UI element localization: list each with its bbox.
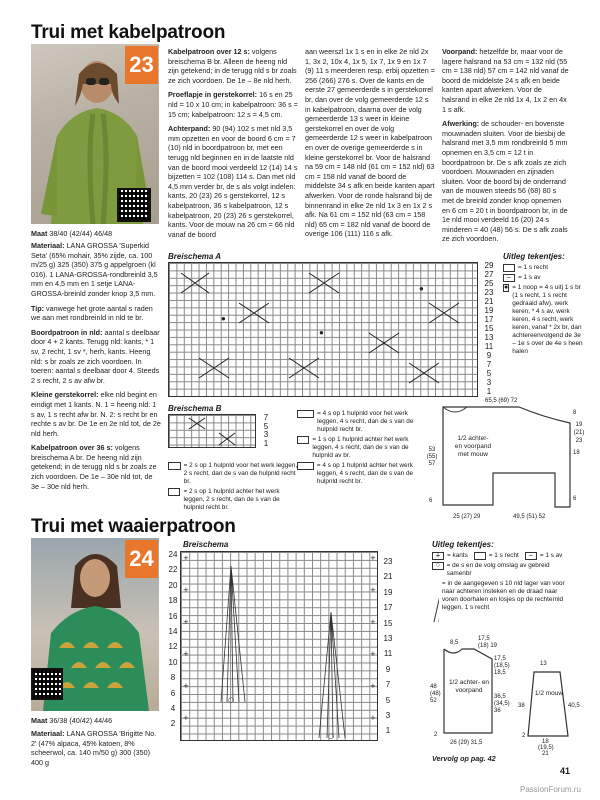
chart-label: Breischema: [183, 540, 229, 549]
row-num: 13: [484, 333, 494, 342]
row-num: 23: [484, 288, 494, 297]
svg-text:+: +: [370, 714, 376, 722]
svg-text:●: ●: [319, 328, 324, 337]
row-num: 17: [484, 315, 494, 324]
section1-column-3: aan weerszl 1x 1 s en in elke 2e nld 2x 1, 3x 2, 10x 4, 1x 5, 1x 7, 1x 9 en 1x 7 (9) 11 s meerderen resp. erbij opzetten = 256 (266) 276 s. Over de kants en de eerste 27 gemeerderde s in gerstekorrel br, dan over de volg gemeerderde 12 s in kabelpatroon, daarna over de volg gemeerderde 13 s weer in kleine gerstekorrel en over de volg gemeerderde 12 s weer in kabelpatroon en over de overige gemeerderde s in kleine gerstekorrel br. Voor de halsrand na 59 cm = 148 nld (61 cm = 152 nld) 63 cm = 158 nld vanaf de boord de middelste 34 s afk en beide kanten apart afwerken. Voor de ronde halsrand bij de binnenrand in elke 2e nld 1x 3 en 1x 2 s afk. Na 61 cm = 152 nld (63 cm = 158 nld) 65 cm = 182 nld vanaf de boord de overige 106 (111) 116 s afk.: [305, 47, 435, 239]
legend-item-cable-a3: = 4 s op 1 hulpnld achter het werk leggen, 4 s recht, dan de s van de hulpnld recht br.: [297, 462, 422, 486]
dim-top2: (18) 19: [478, 643, 498, 649]
row-num: 3: [385, 710, 391, 720]
dim-left: 53 (55) 57: [426, 447, 438, 467]
dim-sleeve-top: 13: [540, 661, 547, 667]
row-num: 18: [168, 596, 178, 606]
row-num: 25: [484, 279, 494, 288]
dim-sleeve-right: 40,5: [568, 703, 580, 709]
dim-sleeve-bottom2: (19,5): [538, 745, 554, 751]
dim-bottom-left: 2: [434, 732, 438, 738]
size-line: Maat 38/40 (42/44) 46/48: [31, 229, 113, 238]
cable-4x4-front-icon: [297, 410, 314, 418]
continued-note: Vervolg op pag. 42: [432, 754, 496, 763]
row-num: 15: [484, 324, 494, 333]
row-num: 11: [484, 342, 494, 351]
row-num: 24: [168, 550, 178, 559]
row-num: 23: [383, 557, 393, 566]
row-num: 17: [383, 603, 393, 613]
row-num: 11: [383, 649, 393, 659]
row-num: 7: [385, 680, 391, 690]
chart-a-label: Breischema A: [168, 252, 222, 261]
dim-right-mid: 36,5: [494, 694, 506, 700]
row-num: 5: [263, 421, 269, 431]
cable-front-icon: [168, 462, 181, 470]
dim-top: 65,5 (69) 72: [485, 398, 518, 404]
svg-text:○: ○: [328, 732, 335, 740]
row-num: 21: [484, 297, 494, 306]
schematic-sleeve-label: 1/2 mouw: [534, 690, 564, 697]
pattern-number-badge: 24: [125, 540, 158, 578]
row-num: 7: [263, 413, 269, 422]
row-num: 9: [385, 664, 391, 674]
row-num: 1: [486, 387, 492, 396]
dot-cell-icon: ●: [504, 284, 509, 291]
legend-section2: [432, 540, 572, 626]
chart-b-row-numbers: [260, 414, 272, 448]
schematic-sleeve-section2: [520, 660, 584, 755]
legend-item-recht: = 1 s recht: [474, 552, 519, 560]
cable-legend-b: [168, 462, 298, 514]
dim-right-mid3: 36: [494, 708, 501, 714]
cable-4x4-back-icon: [297, 462, 314, 470]
row-num: 22: [168, 565, 178, 575]
row-num: 21: [383, 572, 393, 582]
dim-left3: 52: [430, 698, 437, 704]
svg-text:●: ●: [419, 284, 424, 293]
row-num: 19: [383, 587, 393, 597]
row-num: 5: [385, 695, 391, 705]
legend-item-recht: = 1 s recht: [503, 264, 583, 272]
schematic-body-sleeve: [425, 395, 585, 525]
blank-cell-icon: [474, 552, 486, 560]
dim-right-mid: 18: [573, 450, 580, 456]
knitting-chart-fan: [180, 551, 378, 741]
dim-right-low: 6: [573, 496, 577, 502]
row-num: 6: [170, 688, 176, 698]
dim-right-top: 8: [573, 410, 577, 416]
chart-b-label: Breischema B: [168, 404, 222, 413]
qr-code[interactable]: [31, 668, 63, 700]
row-num: 29: [484, 261, 494, 270]
dim-bottom: 26 (29) 31,5: [450, 740, 483, 746]
chart-row-numbers-right: [381, 558, 395, 743]
size-line: Maat 36/38 (40/42) 44/46: [31, 716, 113, 725]
dim-left1: 48: [430, 684, 437, 690]
plus-cell-icon: +: [432, 552, 444, 560]
row-num: 10: [168, 657, 178, 667]
dim-right-mid2: (34,5): [494, 701, 510, 707]
row-num: 2: [170, 719, 176, 729]
row-num: 5: [486, 369, 492, 378]
dim-neck: 8,5: [450, 640, 459, 646]
knitting-chart-b: [168, 414, 256, 448]
dim-right3: 18,5: [494, 670, 506, 676]
dim-left2: (48): [430, 691, 441, 697]
dash-cell-icon: –: [503, 274, 515, 282]
row-num: 8: [170, 673, 176, 683]
legend-item-fan: = in de aangegeven s 10 nld lager van voor naar achteren insteken en de draad naar voren doorhalen en losjes op de rechternld leggen, 1 s recht: [432, 580, 572, 624]
dim-sleeve-bottom3: 21: [542, 751, 549, 757]
dim-sleeve-bottom-left: 2: [522, 733, 526, 739]
watermark: PassionForum.ru: [520, 785, 581, 794]
row-num: 1: [263, 438, 269, 448]
svg-text:+: +: [183, 714, 189, 722]
svg-text:●: ●: [221, 314, 226, 323]
qr-code[interactable]: [117, 188, 151, 222]
svg-text:+: +: [183, 618, 189, 626]
svg-text:+: +: [183, 586, 189, 594]
row-num: 4: [170, 703, 176, 713]
row-num: 7: [486, 360, 492, 369]
row-num: 16: [168, 611, 178, 621]
dim-right: 19 (21) 23: [573, 422, 585, 444]
dim-right1: 17,5: [494, 656, 506, 662]
svg-text:+: +: [370, 554, 376, 562]
fan-stitch-lines: [181, 552, 379, 742]
row-num: 12: [168, 642, 178, 652]
chart-a-row-numbers: [482, 262, 496, 397]
cable-1x4-back-icon: [297, 436, 309, 444]
cable-back-icon: [168, 488, 180, 496]
legend-title: Uitleg tekentjes:: [432, 540, 494, 549]
chart-b-cables: [169, 415, 257, 449]
section2-title: Trui met waaierpatroon: [31, 516, 236, 537]
svg-text:+: +: [370, 650, 376, 658]
row-num: 19: [484, 306, 494, 315]
svg-text:○: ○: [228, 696, 235, 704]
schematic-body-label: 1/2 achter- en voorpand: [448, 679, 490, 694]
schematic-section1: [425, 395, 585, 525]
svg-text:+: +: [183, 650, 189, 658]
materials-section2: Materiaal: LANA GROSSA 'Brigitte No. 2' (47% alpaca, 45% katoen, 8% scheerwol, ca. 140 m/50 g) 300 (350) 400 g: [31, 729, 157, 767]
dim-right2: (18,5): [494, 663, 510, 669]
section1-column-1: Materiaal: LANA GROSSA 'Superkid Seta' (65% mohair, 35% zijde, ca. 100 m/25 g) 325 (350) 375 g appelgroen (kl 016). 1 LANA-GROSSA-rondbreinld 3,5 mm en 4,5 mm en 1 setje LANA-GROSSA-breinld zonder knop 3,5 mm. Tip: vanwege het grote aantal s raden we aan met rondbreinld in nld te br. Boordpatroon in nld: aantal s deelbaar door 4 + 2 kants. Terugg nld: kants, * 1 sv, 2 recht, 1 sv *, herh, kants. Heeng nld: s br zoals ze zich voordoen. In toeren: aantal s deelbaar door 4. Steeds 2 s recht, 2 s av afw br. Kleine gerstekorrel: elke nld begint en eindigt met 1 kants. N. 1 = heeng nld: 1 s av, 1 s recht afw br. N. 2: s recht br en rechte s av br. De 1e en 2e nld tot, de 2e nld herh. Kabelpatroon over 36 s: volgens breischema A br. De heeng nld zijn getekend; in de terugg nld s br zoals ze zich voordoen. De 1e – 30e nld tot, de 3e – 30e nld herh.: [31, 241, 161, 491]
schematic-label: 1/2 achter- en voorpand met mouw: [454, 435, 492, 458]
row-num: 20: [168, 580, 178, 590]
dim-sleeve-left: 38: [518, 703, 525, 709]
legend-item-cable-a1: = 4 s op 1 hulpnld voor het werk leggen, 4 s recht, dan de s van de hulpnld recht br.: [297, 410, 422, 434]
row-num: 1: [385, 726, 391, 736]
svg-text:+: +: [183, 682, 189, 690]
legend-item-cable-back: = 2 s op 1 hulpnld achter het werk leggen, 2 s recht, dan de s van de hulpnld recht br.: [168, 488, 298, 512]
page-number: 41: [560, 766, 571, 776]
fan-stitch-icon: [432, 580, 439, 624]
section1-column-2: Kabelpatroon over 12 s: volgens breischema B br. Alleen de heeng nld zijn getekend; in de terugg nld s br zoals ze zich voordoen. De 1e – 8e nld herh. Proeflapje in gerstekorrel: 16 s en 25 nld = 10 x 10 cm; in kabelpatroon: 36 s = 15 cm; kabelpatroon: 12 s = 4,5 cm. Achterpand: 90 (94) 102 s met nld 3,5 mm opzetten en voor de boord 6 cm = 7 (10) nld in boordpatroon br, met een terugg nld beginnen en in de laatste nld van de boord mooi verdeeld 12 (14) 14 s bijzetten = 102 (108) 114 s. Dan met nld 4,5 mm verder br, de s als volgt indelen: kants, 20 (23) 26 s gerstekorrel, 12 s kabelpatroon, 36 s kabelpatroon, 12 s kabelpatroon, 20 (23) 26 s gerstekorrel, kants. Voor de mouw na 26 cm = 66 nld vanaf de boord: [168, 47, 298, 239]
legend-item-av: – = 1 s av: [525, 552, 563, 560]
dim-sleeve-bottom1: 18: [542, 739, 549, 745]
circle-cell-icon: ○: [432, 562, 444, 570]
section1-column-4: Voorpand: hetzelfde br, maar voor de lagere halsrand na 53 cm = 132 nld (55 cm = 138 nld) 57 cm = 142 nld vanaf de boord de middelste 24 s afk en beide kanten apart afwerken. Voor de halsrand in elke 2e nld 1x 4, 1x 2 en 4x 1 s afk. Afwerking: de schouder- en bovenste mouwnaden sluiten. Voor de biesbij de halsrand met 3,5 mm rondbreinld 5 mm opnemen en 3,5 cm = 12 t in boordpatroon br. De s afk zoals ze zich voordoen. Mouwnaden en zijnaden sluiten. Voor de boord bij de onderrand van de mouwen steeds 56 (68) 80 s met de breinld zonder knop opnemen en 6 cm = 20 t in boordpatroon br, in de 1e nld mooi verdeeld 16 (20) 24 s minderen = 40 (48) 56 s. De s afk zoals ze zich voordoen.: [442, 47, 569, 244]
legend-item-circle: ○ = de s en de volg omslag av gebreid samenbr: [432, 562, 572, 578]
svg-text:+: +: [183, 554, 189, 562]
legend-item-kants: + = kants: [432, 552, 468, 560]
row-num: 13: [383, 633, 393, 643]
legend-item-cable-a2: = 1 s op 1 hulpnld achter het werk leggen, 4 s recht, dan de s van de hulpnld av br.: [297, 436, 422, 460]
legend-item-av: – = 1 s av: [503, 274, 583, 282]
row-num: 14: [168, 626, 178, 636]
legend-title: Uitleg tekentjes:: [503, 252, 565, 261]
legend-item-noop: ● = 1 noop = 4 s uitj 1 s br (1 s recht, 1 s recht gedraaid afw), werk keren, * 4 s av, werk keren, 4 s recht, werk keren, vanaf * 2x br, dan achtereenvolgend de 3e – 1e s over de 4e s heen halen: [504, 284, 583, 355]
dim-left-low: 6: [429, 498, 433, 504]
dim-bottom-left: 25 (27) 29: [453, 514, 481, 520]
schematic-body-section2: [430, 635, 520, 750]
pattern-number-badge: 23: [125, 46, 158, 84]
row-num: 15: [383, 618, 393, 628]
row-num: 3: [486, 378, 492, 387]
legend-section1: [503, 252, 583, 358]
row-num: 27: [484, 270, 494, 279]
row-num: 9: [486, 351, 492, 360]
svg-text:+: +: [370, 586, 376, 594]
chart-a-cables: [169, 263, 479, 398]
dash-cell-icon: –: [525, 552, 537, 560]
cable-legend-a: [297, 410, 422, 488]
dim-top1: 17,5: [478, 636, 490, 642]
dim-bottom-right: 49,5 (51) 52: [513, 514, 546, 520]
svg-text:+: +: [370, 618, 376, 626]
svg-text:+: +: [370, 682, 376, 690]
blank-cell-icon: [503, 264, 515, 272]
section1-title: Trui met kabelpatroon: [31, 22, 226, 43]
legend-item-cable-front: = 2 s op 1 hulpnld voor het werk leggen, 2 s recht, dan de s van de hulpnld recht br.: [168, 462, 298, 486]
knitting-chart-a: [168, 262, 478, 397]
row-num: 3: [263, 430, 269, 439]
chart-row-numbers-left: [166, 551, 180, 736]
